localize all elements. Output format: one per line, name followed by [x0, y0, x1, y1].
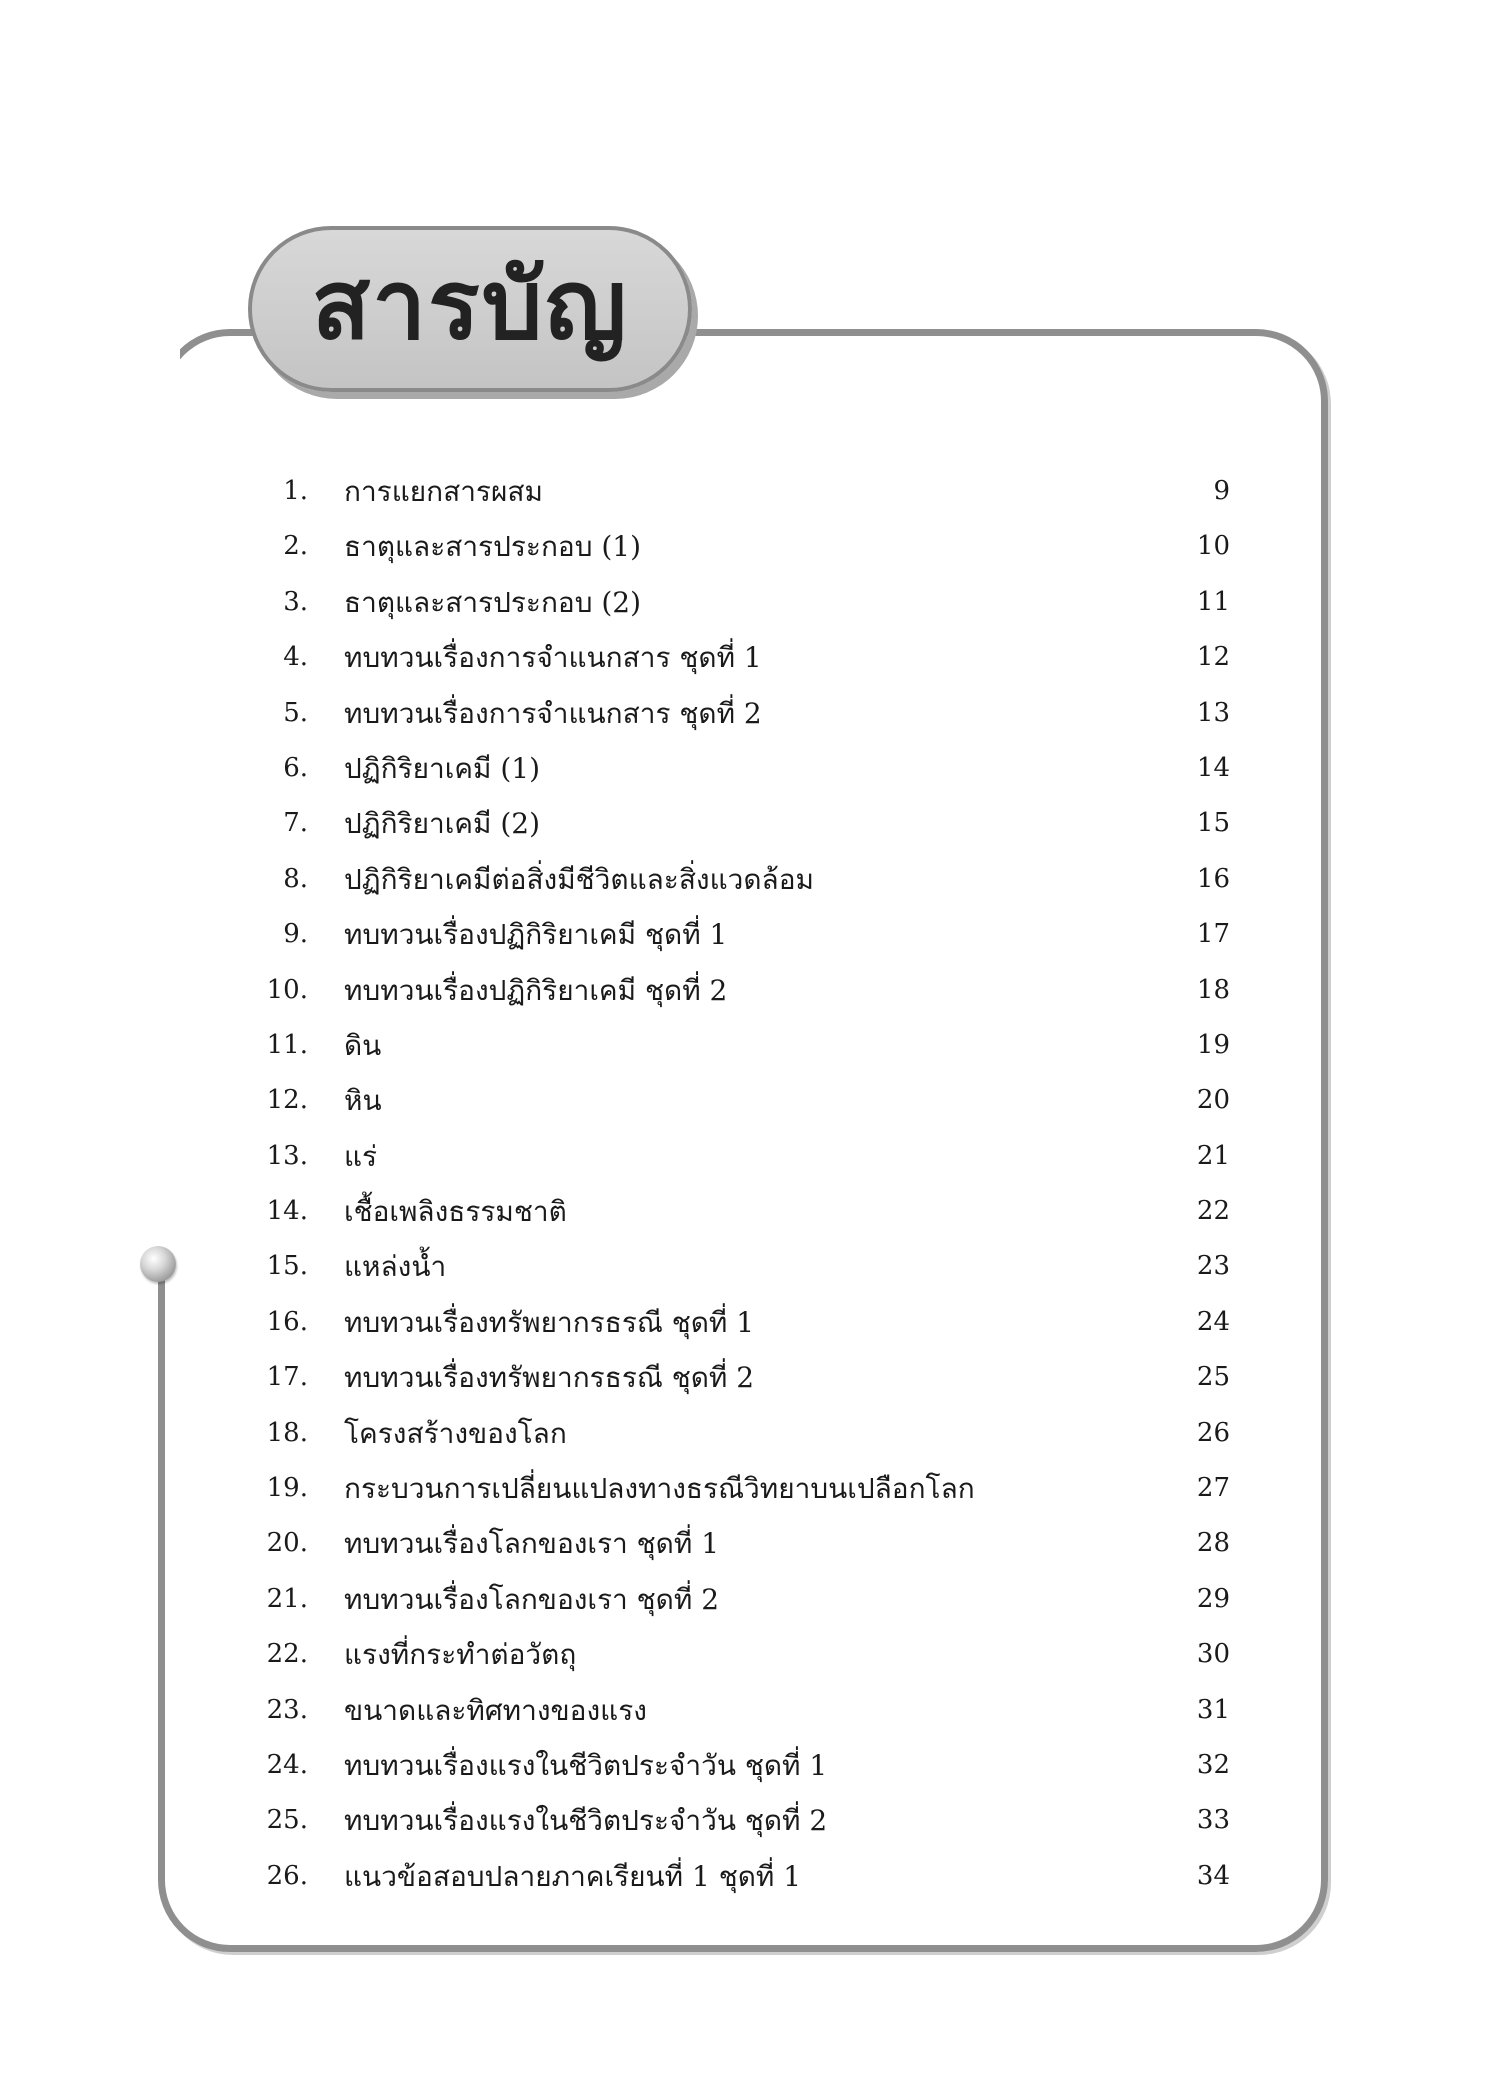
toc-entry-title: ปฏิกิริยาเคมีต่อสิ่งมีชีวิตและสิ่งแวดล้อม	[344, 862, 814, 896]
toc-entry[interactable]	[260, 1516, 1230, 1571]
toc-entry-page: 29	[1196, 1583, 1230, 1614]
toc-entry[interactable]	[260, 1683, 1230, 1738]
toc-entry-page: 33	[1196, 1805, 1230, 1836]
toc-entry-number: 1.	[283, 476, 308, 506]
toc-entry-page: 25	[1196, 1362, 1230, 1393]
toc-entry-number: 6.	[283, 752, 308, 783]
toc-entry-title: ทบทวนเรื่องการจำแนกสาร ชุดที่ 2	[344, 696, 762, 730]
toc-entry-page: 31	[1196, 1694, 1230, 1725]
toc-entry-title: ธาตุและสารประกอบ (2)	[344, 585, 642, 619]
toc-entry[interactable]	[260, 1239, 1230, 1294]
toc-entry-title: ขนาดและทิศทางของแรง	[344, 1693, 647, 1727]
toc-entry-page: 19	[1196, 1029, 1230, 1060]
toc-entry-page: 24	[1196, 1306, 1230, 1337]
toc-entry[interactable]	[260, 907, 1230, 962]
toc-entry-page: 30	[1196, 1639, 1230, 1670]
toc-entry-page: 11	[1196, 586, 1230, 617]
toc-entry-title: แรงที่กระทำต่อวัตถุ	[344, 1638, 577, 1672]
toc-entry-number: 2.	[283, 531, 308, 562]
toc-entry-page: 34	[1196, 1860, 1230, 1891]
toc-entry[interactable]	[260, 1849, 1230, 1904]
toc-entry[interactable]	[260, 1018, 1230, 1073]
toc-entry-title: ทบทวนเรื่องทรัพยากรธรณี ชุดที่ 2	[344, 1361, 755, 1395]
toc-entry-page: 18	[1196, 974, 1230, 1005]
toc-entry-title: เชื้อเพลิงธรรมชาติ	[344, 1195, 567, 1229]
toc-entry-page: 13	[1196, 697, 1230, 728]
toc-entry-number: 9.	[283, 919, 308, 950]
toc-entry-number: 18.	[266, 1417, 308, 1448]
toc-entry[interactable]	[260, 1129, 1230, 1184]
toc-entry-number: 10.	[266, 974, 308, 1005]
toc-entry-title: ทบทวนเรื่องปฏิกิริยาเคมี ชุดที่ 2	[344, 973, 728, 1007]
toc-entry-number: 7.	[283, 808, 308, 839]
toc-entry-title: ธาตุและสารประกอบ (1)	[344, 530, 642, 564]
title-badge	[248, 226, 692, 392]
toc-entry-number: 5.	[283, 697, 308, 728]
toc-entry-page: 32	[1196, 1749, 1230, 1780]
toc-entry[interactable]	[260, 630, 1230, 685]
toc-entry-title: ทบทวนเรื่องแรงในชีวิตประจำวัน ชุดที่ 2	[344, 1804, 828, 1838]
toc-entry-title: ทบทวนเรื่องปฏิกิริยาเคมี ชุดที่ 1	[344, 918, 728, 952]
toc-entry-number: 8.	[283, 863, 308, 894]
toc-entry[interactable]	[260, 741, 1230, 796]
toc-entry-number: 20.	[266, 1528, 308, 1559]
toc-entry-title: ทบทวนเรื่องโลกของเรา ชุดที่ 2	[344, 1582, 720, 1616]
toc-entry-title: กระบวนการเปลี่ยนแปลงทางธรณีวิทยาบนเปลือกโลก	[344, 1472, 975, 1506]
toc-entry[interactable]	[260, 1572, 1230, 1627]
toc-entry-number: 17.	[266, 1362, 308, 1393]
toc-entry-number: 21.	[266, 1583, 308, 1614]
toc-entry-page: 14	[1196, 752, 1230, 783]
toc-entry-title: แนวข้อสอบปลายภาคเรียนที่ 1 ชุดที่ 1	[344, 1859, 802, 1893]
toc-entry-title: ทบทวนเรื่องทรัพยากรธรณี ชุดที่ 1	[344, 1305, 755, 1339]
toc-entry[interactable]	[260, 575, 1230, 630]
toc-entry[interactable]	[260, 796, 1230, 851]
toc-entry[interactable]	[260, 519, 1230, 574]
page-title: สารบัญ	[311, 249, 629, 361]
table-of-contents	[260, 464, 1230, 1904]
toc-entry-page: 28	[1196, 1528, 1230, 1559]
toc-entry-number: 22.	[266, 1639, 308, 1670]
toc-entry-title: แหล่งน้ำ	[344, 1250, 447, 1284]
toc-entry-page: 12	[1196, 642, 1230, 673]
toc-entry-number: 25.	[266, 1805, 308, 1836]
toc-entry-number: 15.	[266, 1251, 308, 1282]
toc-entry-page: 17	[1196, 919, 1230, 950]
toc-entry-title: ทบทวนเรื่องโลกของเรา ชุดที่ 1	[344, 1527, 720, 1561]
toc-entry-page: 26	[1196, 1417, 1230, 1448]
toc-entry-title: หิน	[344, 1084, 382, 1118]
toc-entry[interactable]	[260, 852, 1230, 907]
toc-entry-title: ปฏิกิริยาเคมี (1)	[344, 751, 541, 785]
bullet-knob-icon	[140, 1246, 176, 1282]
toc-entry-title: ทบทวนเรื่องการจำแนกสาร ชุดที่ 1	[344, 641, 762, 675]
toc-entry[interactable]	[260, 1406, 1230, 1461]
frame-gap	[140, 320, 180, 1260]
toc-entry-title: ทบทวนเรื่องแรงในชีวิตประจำวัน ชุดที่ 1	[344, 1748, 828, 1782]
toc-entry-number: 14.	[266, 1196, 308, 1227]
toc-entry-page: 9	[1213, 476, 1230, 506]
toc-entry[interactable]	[260, 1627, 1230, 1682]
toc-entry[interactable]	[260, 686, 1230, 741]
toc-entry-page: 20	[1196, 1085, 1230, 1116]
toc-entry-number: 11.	[266, 1029, 308, 1060]
toc-entry-number: 23.	[266, 1694, 308, 1725]
toc-entry-number: 16.	[266, 1306, 308, 1337]
toc-entry-number: 26.	[266, 1860, 308, 1891]
toc-entry-title: ดิน	[344, 1028, 382, 1062]
toc-entry-page: 15	[1196, 808, 1230, 839]
toc-entry-number: 12.	[266, 1085, 308, 1116]
toc-entry[interactable]	[260, 1738, 1230, 1793]
toc-entry-number: 13.	[266, 1140, 308, 1171]
toc-entry-number: 4.	[283, 642, 308, 673]
toc-entry[interactable]	[260, 1184, 1230, 1239]
toc-entry-title: ปฏิกิริยาเคมี (2)	[344, 807, 541, 841]
toc-entry[interactable]	[260, 1073, 1230, 1128]
toc-entry[interactable]	[260, 963, 1230, 1018]
toc-entry[interactable]	[260, 1461, 1230, 1516]
toc-entry-page: 23	[1196, 1251, 1230, 1282]
toc-entry-page: 27	[1196, 1473, 1230, 1504]
toc-entry-page: 10	[1196, 531, 1230, 562]
toc-entry[interactable]	[260, 1350, 1230, 1405]
toc-entry[interactable]	[260, 1793, 1230, 1848]
toc-entry[interactable]	[260, 464, 1230, 519]
toc-entry-page: 16	[1196, 863, 1230, 894]
toc-entry-number: 24.	[266, 1749, 308, 1780]
toc-entry-page: 22	[1196, 1196, 1230, 1227]
toc-entry[interactable]	[260, 1295, 1230, 1350]
toc-entry-title: โครงสร้างของโลก	[344, 1416, 567, 1450]
toc-entry-number: 19.	[266, 1473, 308, 1504]
toc-entry-page: 21	[1196, 1140, 1230, 1171]
toc-entry-title: แร่	[344, 1139, 378, 1173]
toc-entry-title: การแยกสารผสม	[344, 475, 543, 508]
toc-entry-number: 3.	[283, 586, 308, 617]
